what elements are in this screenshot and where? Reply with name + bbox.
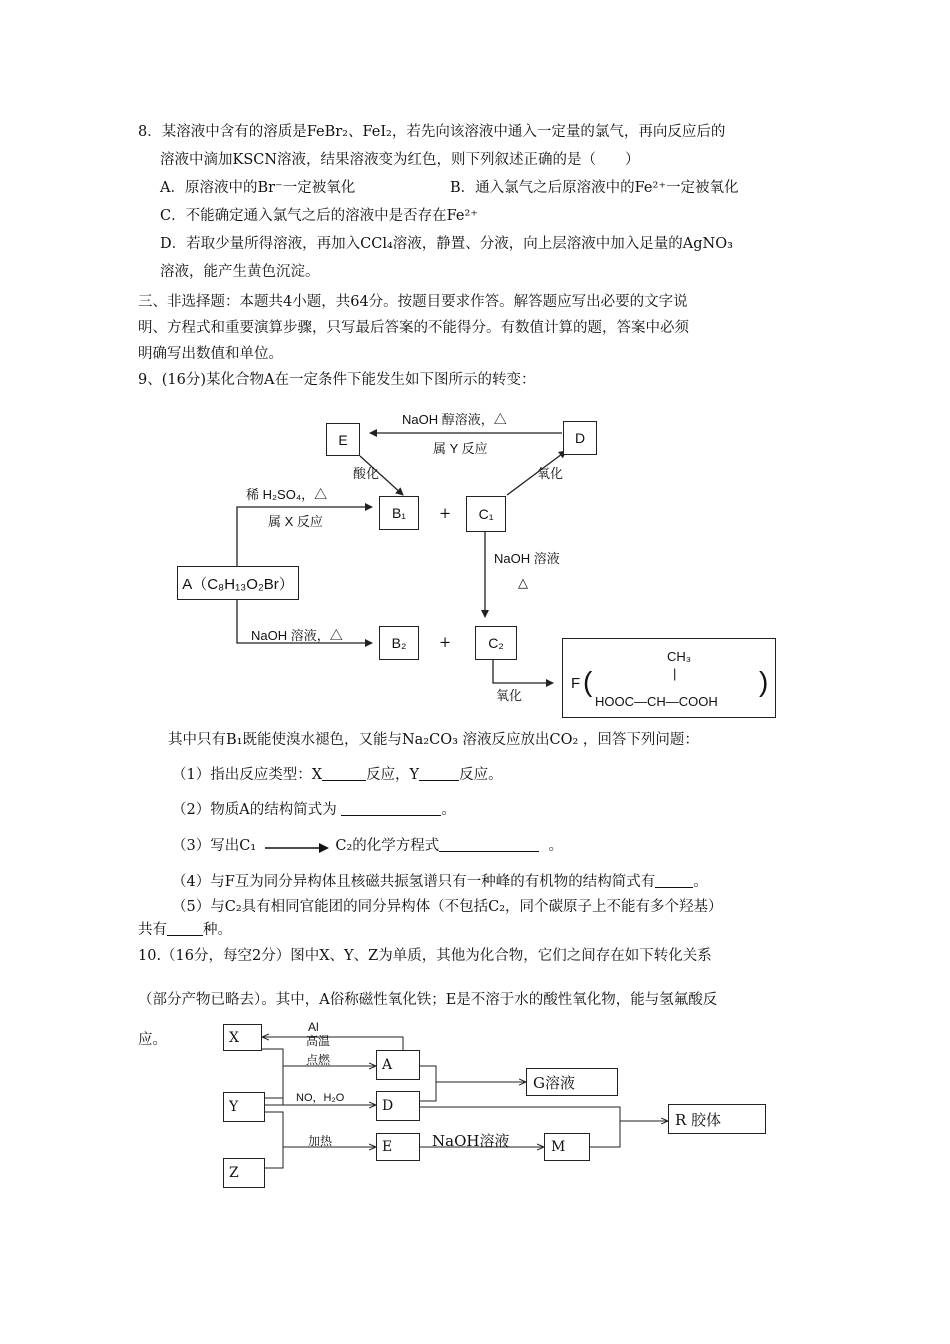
q10-label-no-h2o: NO，H₂O (296, 1092, 345, 1104)
q9-part4-a: （4）与F互为同分异构体且核磁共振氢谱只有一种峰的有机物的结构简式有 (172, 874, 656, 890)
q8-stem-line1: 8．某溶液中含有的溶质是FeBr₂、FeI₂，若先向该溶液中通入一定量的氯气，再向反应后的 (138, 124, 726, 140)
q9-f-close-paren: ) (759, 666, 769, 697)
q9-label-dil-h2so4: 稀 H₂SO₄，△ (246, 487, 328, 502)
q9-label-type-x: 属 X 反应 (268, 514, 323, 529)
q9-f-ch3: CH₃ (667, 649, 692, 664)
q10-node-d: D (376, 1091, 420, 1121)
q8-stem-line2: 溶液中滴加KSCN溶液，结果溶液变为红色，则下列叙述正确的是（ ） (160, 152, 640, 168)
q8-option-c: C．不能确定通入氯气之后的溶液中是否存在Fe²⁺ (160, 208, 478, 224)
section3-line3: 明确写出数值和单位。 (138, 346, 283, 362)
q10-stem-line3: 应。 (138, 1032, 167, 1048)
q9-part4-b: 。 (693, 874, 708, 890)
q10-node-x: X (223, 1024, 262, 1051)
line-d-to-g (420, 1082, 436, 1101)
q9-node-a: A（C₈H₁₃O₂Br） (177, 566, 299, 600)
q9-label-oxidize-1: 氧化 (537, 466, 564, 481)
q9-node-b2: B₂ (379, 626, 419, 660)
section3-line1: 三、非选择题：本题共4小题，共64分。按题目要求作答。解答题应写出必要的文字说 (138, 294, 688, 310)
q9-plus-1: + (439, 506, 452, 522)
q10-node-g: G溶液 (526, 1068, 618, 1096)
q9-f-open-paren: ( (583, 666, 593, 697)
q9-label-type-y: 属 Y 反应 (433, 441, 488, 456)
line-a-to-g (420, 1066, 436, 1082)
q10-label-al: Al (308, 1020, 319, 1034)
q8-option-d-line1: D．若取少量所得溶液，再加入CCl₄溶液，静置、分液，向上层溶液中加入足量的AgNO₃ (160, 236, 733, 252)
q10-node-r: R 胶体 (668, 1104, 766, 1134)
q10-stem-line2: （部分产物已略去）。其中，A俗称磁性氧化铁；E是不溶于水的酸性氧化物，能与氢氟酸反 (138, 992, 718, 1008)
q10-node-m: M (544, 1133, 590, 1161)
q9-node-c2: C₂ (475, 626, 517, 660)
q10-node-e: E (376, 1133, 420, 1161)
q9-part5-c: 种。 (203, 922, 232, 938)
q9-label-oxidize-2: 氧化 (496, 688, 523, 703)
q8-option-a: A．原溶液中的Br⁻一定被氧化 (160, 180, 356, 196)
q9-part3-c: 。 (548, 838, 563, 854)
section3-line2: 明、方程式和重要演算步骤，只写最后答案的不能得分。有数值计算的题，答案中必须 (138, 320, 689, 336)
q9-part2-b: 。 (441, 802, 456, 818)
q9-part5-b: 共有 (138, 922, 167, 938)
q9-part1-b: 反应，Y (366, 767, 420, 783)
q9-node-c1: C₁ (466, 496, 506, 532)
q10-label-high-temp: 高温 (306, 1034, 331, 1048)
q8-option-d-line2: 溶液，能产生黄色沉淀。 (160, 264, 320, 280)
q9-part3-b: C₂的化学方程式 (335, 838, 440, 854)
line-d-to-r (420, 1107, 620, 1121)
q10-stem-line1: 10.（16分，每空2分）图中X、Y、Z为单质，其他为化合物，它们之间存在如下转化关系 (138, 948, 712, 964)
q9-part1-c: 反应。 (459, 767, 503, 783)
arrow-a-to-x (262, 1037, 403, 1050)
q10-node-a: A (376, 1050, 420, 1080)
line-z-to-e (265, 1147, 283, 1168)
q8-option-b: B．通入氯气之后原溶液中的Fe²⁺一定被氧化 (450, 180, 739, 196)
q9-part2-a: （2）物质A的结构简式为 (172, 802, 337, 818)
q9-label-delta: △ (518, 575, 528, 590)
q9-label-naoh-aq-heat: NaOH 溶液，△ (251, 628, 343, 643)
q9-node-b1: B₁ (379, 496, 419, 530)
q9-f-chain: HOOC—CH—COOH (595, 694, 718, 709)
q10-label-ignite: 点燃 (306, 1053, 331, 1067)
q9-node-d: D (563, 421, 597, 455)
q9-f-label: F (571, 675, 581, 692)
q9-plus-2: + (439, 635, 452, 651)
q9-part1-a: （1）指出反应类型：X (172, 767, 323, 783)
q9-stem: 9、(16分)某化合物A在一定条件下能发生如下图所示的转变： (138, 372, 536, 388)
q9-label-acidify: 酸化 (353, 466, 380, 481)
line-m-to-r (590, 1121, 620, 1147)
q9-part5-line1: （5）与C₂具有相同官能团的同分异构体（不包括C₂，同个碳原子上不能有多个羟基） (172, 899, 723, 915)
q9-part3-a: （3）写出C₁ (172, 838, 257, 854)
q10-node-y: Y (223, 1092, 265, 1122)
q9-label-naoh-alcohol: NaOH 醇溶液，△ (402, 412, 507, 427)
q10-label-naoh: NaOH溶液 (432, 1132, 510, 1150)
line-y-to-e (265, 1112, 283, 1147)
q10-node-z: Z (223, 1158, 265, 1188)
q9-intro: 其中只有B₁既能使溴水褪色，又能与Na₂CO₃ 溶液反应放出CO₂ ，回答下列问题： (168, 732, 699, 748)
q10-label-heat: 加热 (308, 1134, 333, 1148)
q9-node-e: E (326, 423, 360, 456)
q9-label-naoh-aq: NaOH 溶液 (494, 551, 560, 566)
q9-f-bond: | (673, 666, 677, 681)
